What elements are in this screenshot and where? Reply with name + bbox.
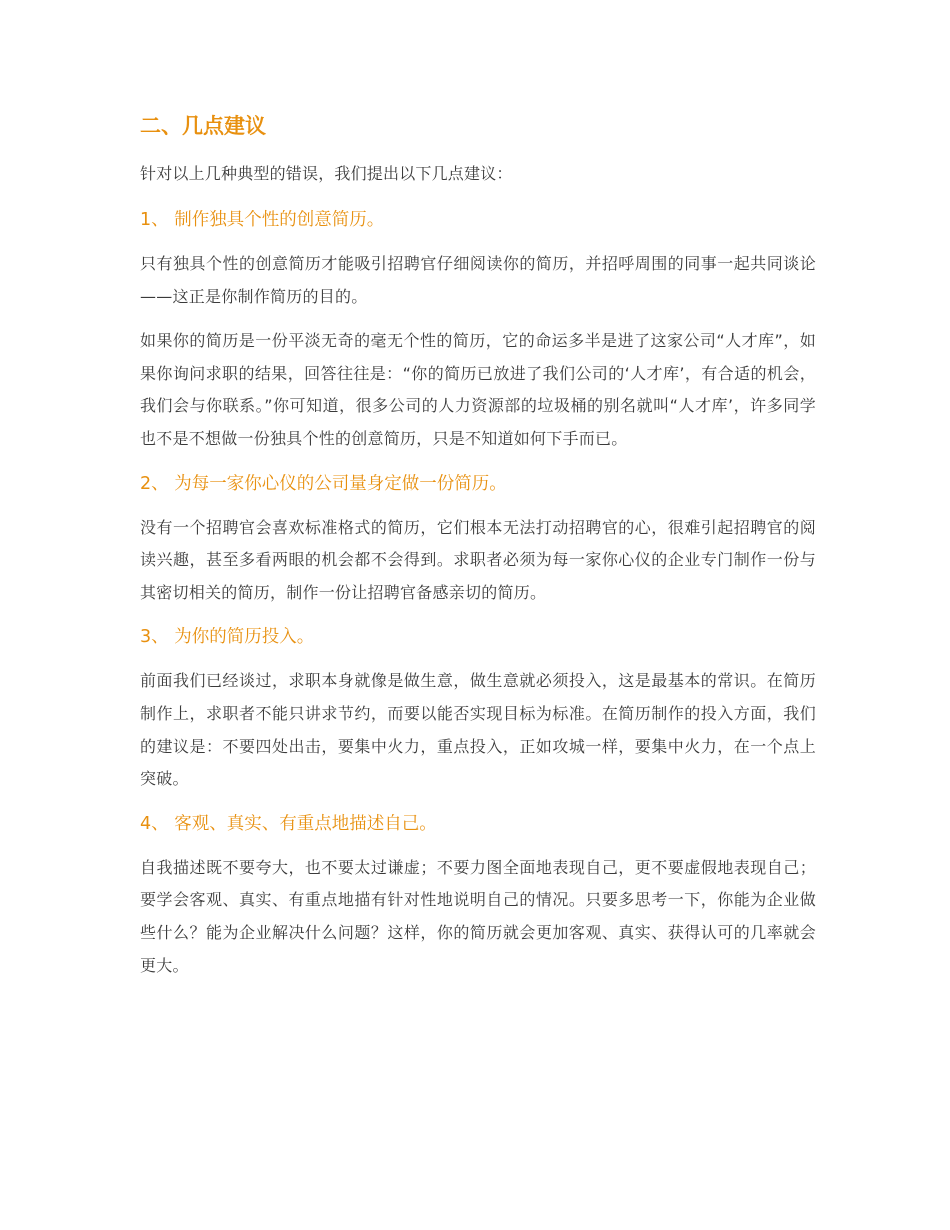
suggestion-heading: 2、 为每一家你心仪的公司量身定做一份简历。 xyxy=(140,473,507,494)
paragraph: 只有独具个性的创意简历才能吸引招聘官仔细阅读你的简历，并招呼周围的同事一起共同谈论——这正是你制作简历的目的。 xyxy=(140,254,816,306)
paragraph: 前面我们已经谈过，求职本身就像是做生意，做生意就必须投入，这是最基本的常识。在简历制作上，求职者不能只讲求节约，而要以能否实现目标为标准。在简历制作的投入方面，我们的建议是：不要四处出击，要集中火力，重点投入，正如攻城一样，要集中火力，在一个点上突破。 xyxy=(140,671,816,789)
suggestion-2 xyxy=(140,468,816,610)
suggestion-heading: 3、 为你的简历投入。 xyxy=(140,627,315,648)
intro-paragraph: 针对以上几种典型的错误，我们提出以下几点建议： xyxy=(140,164,513,183)
document-page xyxy=(140,108,816,994)
suggestion-heading: 4、 客观、真实、有重点地描述自己。 xyxy=(140,813,437,834)
suggestion-3 xyxy=(140,621,816,795)
paragraph: 如果你的简历是一份平淡无奇的毫无个性的简历，它的命运多半是进了这家公司“人才库”，如果你询问求职的结果，回答往往是：“你的简历已放进了我们公司的‘人才库’，有合适的机会，我们会与你联系。”你可知道，很多公司的人力资源部的垃圾桶的别名就叫“人才库’，许多同学也不是不想做一份独具个性的创意简历，只是不知道如何下手而已。 xyxy=(140,331,816,448)
suggestion-4 xyxy=(140,808,816,982)
suggestion-1 xyxy=(140,204,816,456)
section-title: 二、几点建议 xyxy=(140,114,266,138)
suggestion-heading: 1、 制作独具个性的创意简历。 xyxy=(140,210,385,230)
paragraph: 自我描述既不要夸大，也不要太过谦虚；不要力图全面地表现自己，更不要虚假地表现自己；要学会客观、真实、有重点地描有针对性地说明自己的情况。只要多思考一下，你能为企业做些什么？能为企业解决什么问题？这样，你的简历就会更加客观、真实、获得认可的几率就会更大。 xyxy=(140,857,816,975)
paragraph: 没有一个招聘官会喜欢标准格式的简历，它们根本无法打动招聘官的心，很难引起招聘官的阅读兴趣，甚至多看两眼的机会都不会得到。求职者必须为每一家你心仪的企业专门制作一份与其密切相关的简历，制作一份让招聘官备感亲切的简历。 xyxy=(140,517,816,602)
